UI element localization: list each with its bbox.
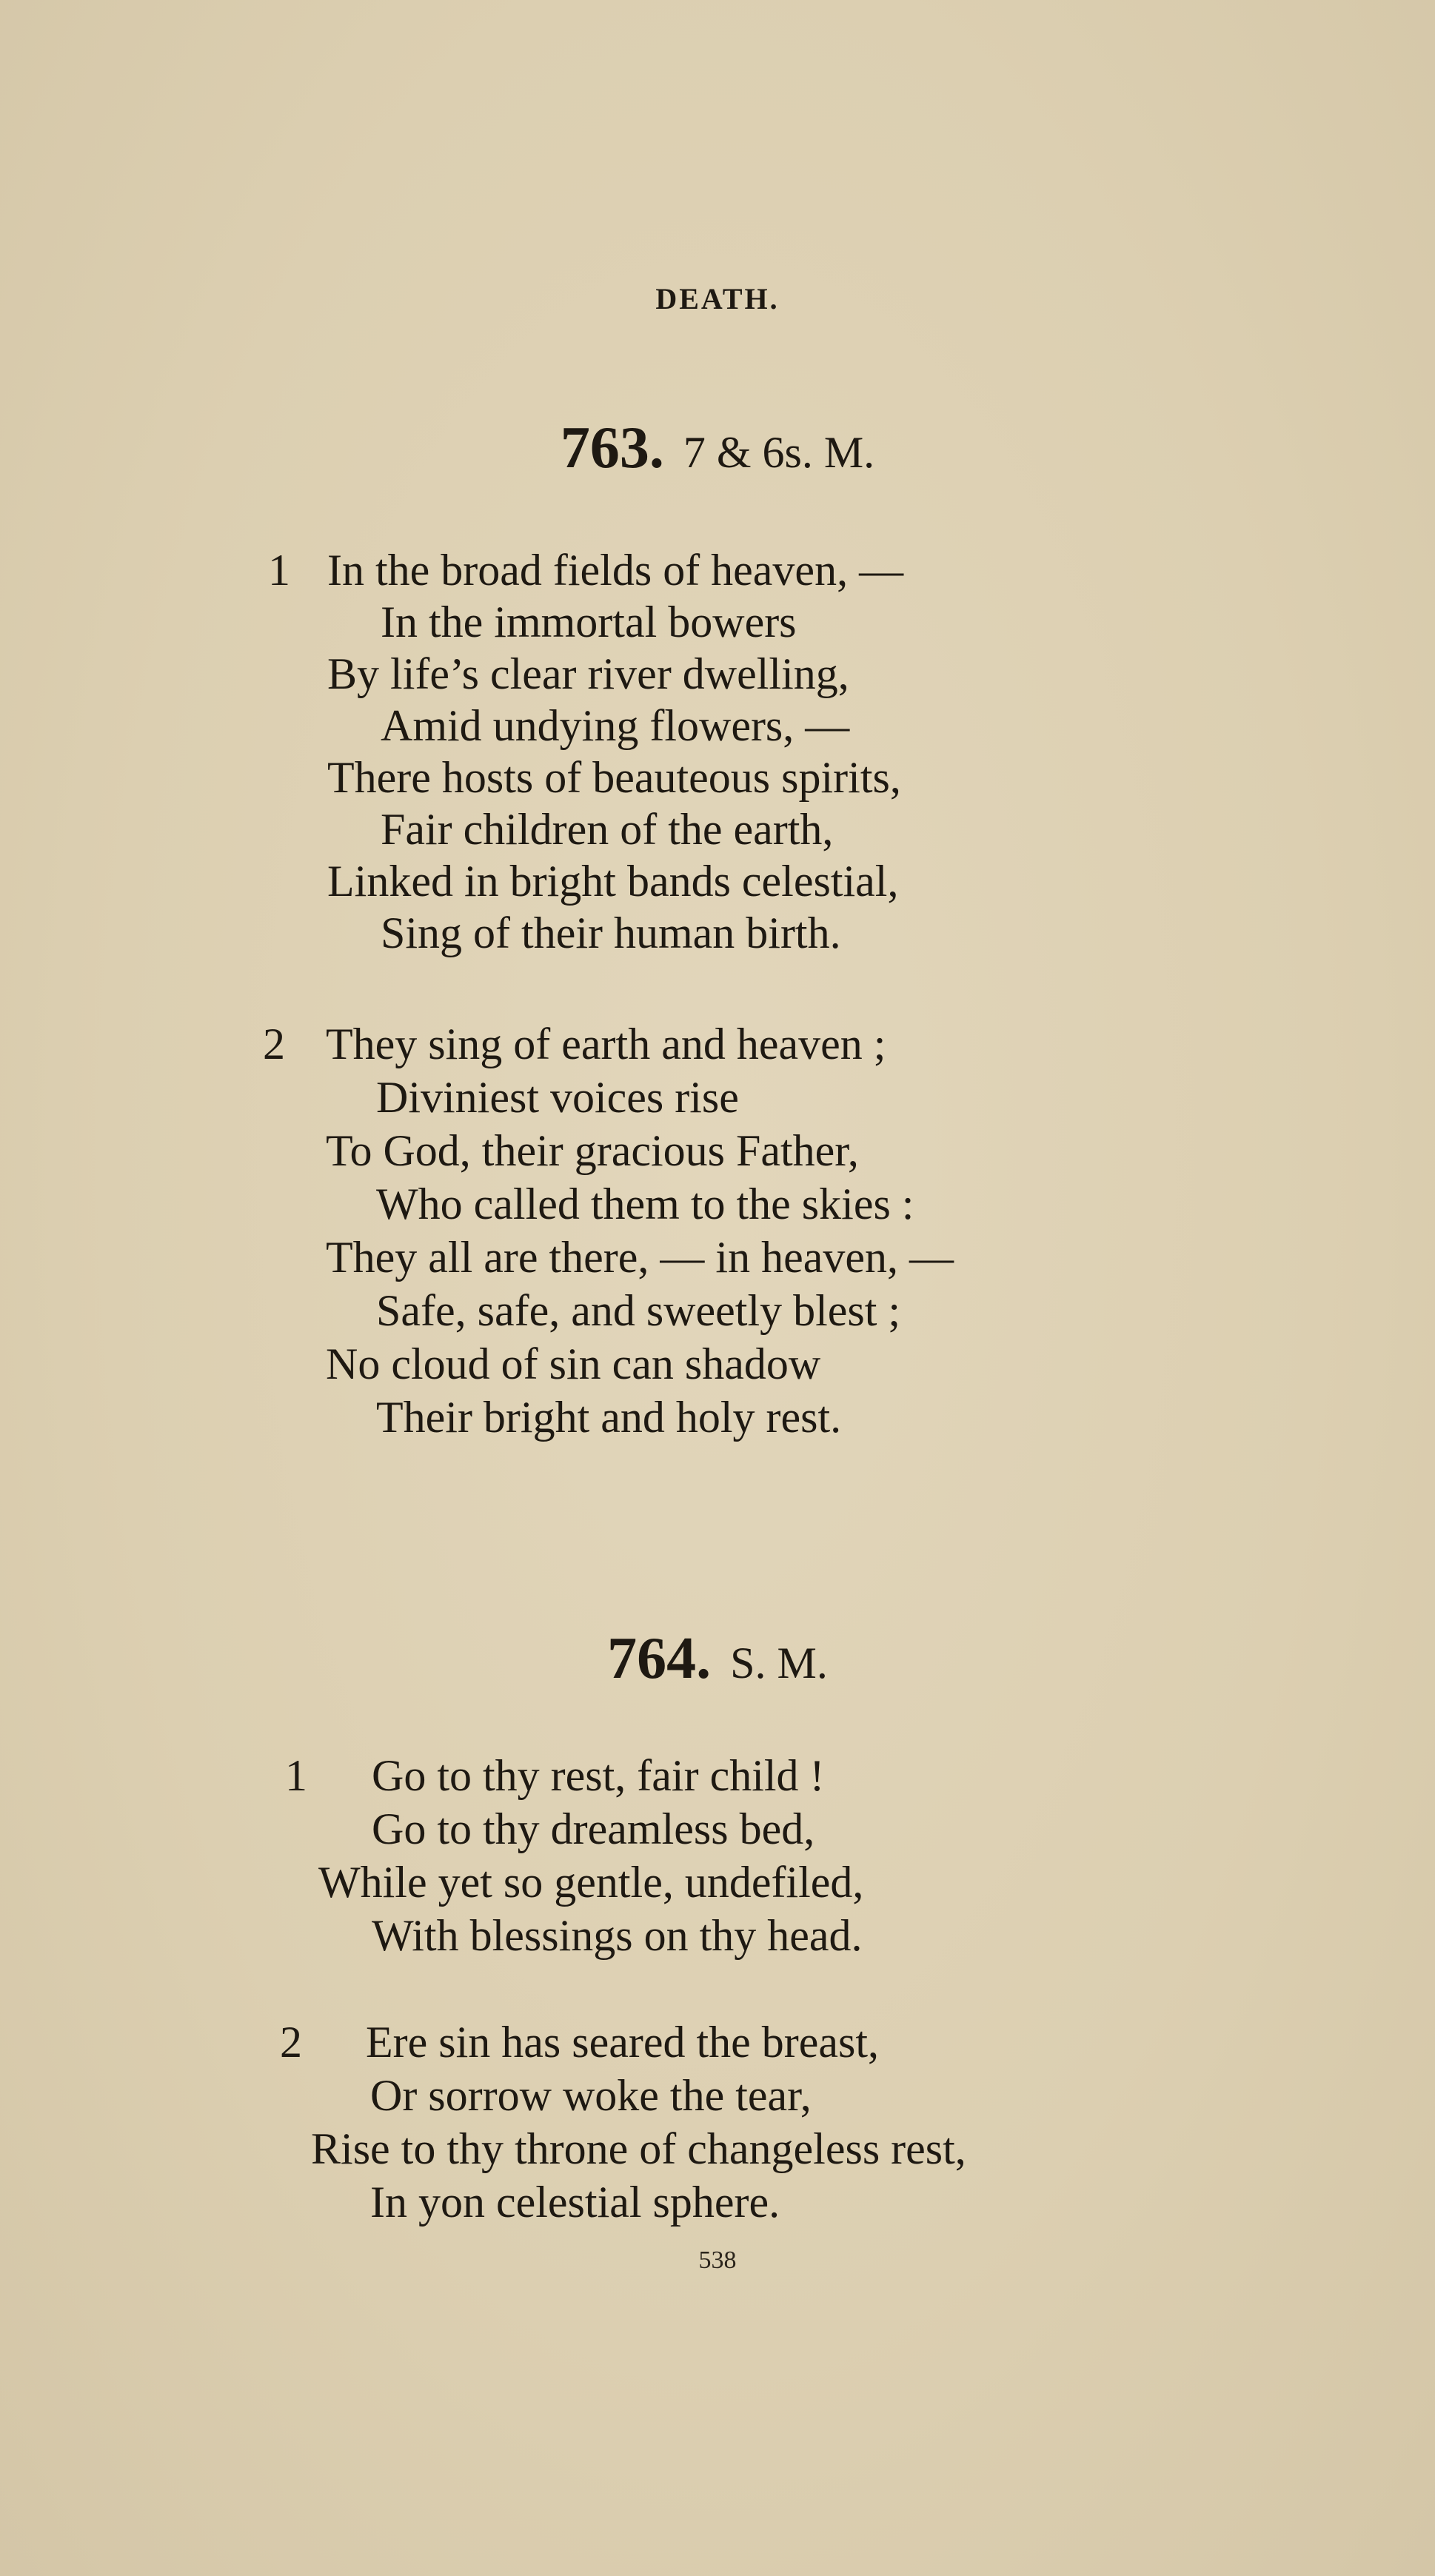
verse-line: Fair children of the earth, — [381, 805, 834, 854]
hymn-heading — [0, 1625, 1435, 1693]
verse-line: Go to thy dreamless bed, — [372, 1804, 815, 1853]
page-number: 538 — [698, 2247, 737, 2274]
verse-line: Go to thy rest, fair child ! — [372, 1751, 825, 1800]
verse-line: Ere sin has seared the breast, — [366, 2018, 880, 2067]
verse-line: By life’s clear river dwelling, — [327, 649, 849, 698]
verse-line: With blessings on thy head. — [372, 1911, 863, 1960]
verse-line: In the broad fields of heaven, — — [327, 546, 904, 595]
verse-line: No cloud of sin can shadow — [326, 1339, 821, 1388]
verse-line: Rise to thy throne of changeless rest, — [311, 2124, 966, 2173]
verse-line: Who called them to the skies : — [376, 1180, 914, 1228]
stanza-number: 1 — [285, 1751, 307, 1800]
stanza-number: 2 — [263, 1020, 285, 1068]
verse-line: In the immortal bowers — [381, 598, 797, 646]
verse-line: There hosts of beauteous spirits, — [327, 753, 901, 802]
hymn-meter: S. M. — [730, 1639, 828, 1687]
verse-line: While yet so gentle, undefiled, — [318, 1858, 864, 1907]
verse-line: To God, their gracious Father, — [326, 1126, 859, 1175]
verse-line: Sing of their human birth. — [381, 909, 841, 957]
hymn-number: 763. — [560, 415, 664, 481]
stanza-number: 2 — [280, 2018, 302, 2067]
verse-line: They all are there, — in heaven, — — [326, 1233, 954, 1282]
running-head: DEATH. — [655, 282, 780, 315]
hymn-number: 764. — [607, 1626, 712, 1691]
verse-line: Their bright and holy rest. — [376, 1393, 842, 1442]
verse-line: Safe, safe, and sweetly blest ; — [376, 1286, 901, 1335]
verse-line: Diviniest voices rise — [376, 1073, 739, 1122]
verse-line: Linked in bright bands celestial, — [327, 857, 899, 906]
hymn-heading — [0, 415, 1435, 482]
verse-line: They sing of earth and heaven ; — [326, 1020, 886, 1068]
verse-line: Or sorrow woke the tear, — [370, 2071, 812, 2120]
verse-line: In yon celestial sphere. — [370, 2178, 780, 2227]
verse-line: Amid undying flowers, — — [381, 701, 850, 750]
hymn-meter: 7 & 6s. M. — [683, 428, 875, 477]
stanza-number: 1 — [268, 546, 290, 595]
